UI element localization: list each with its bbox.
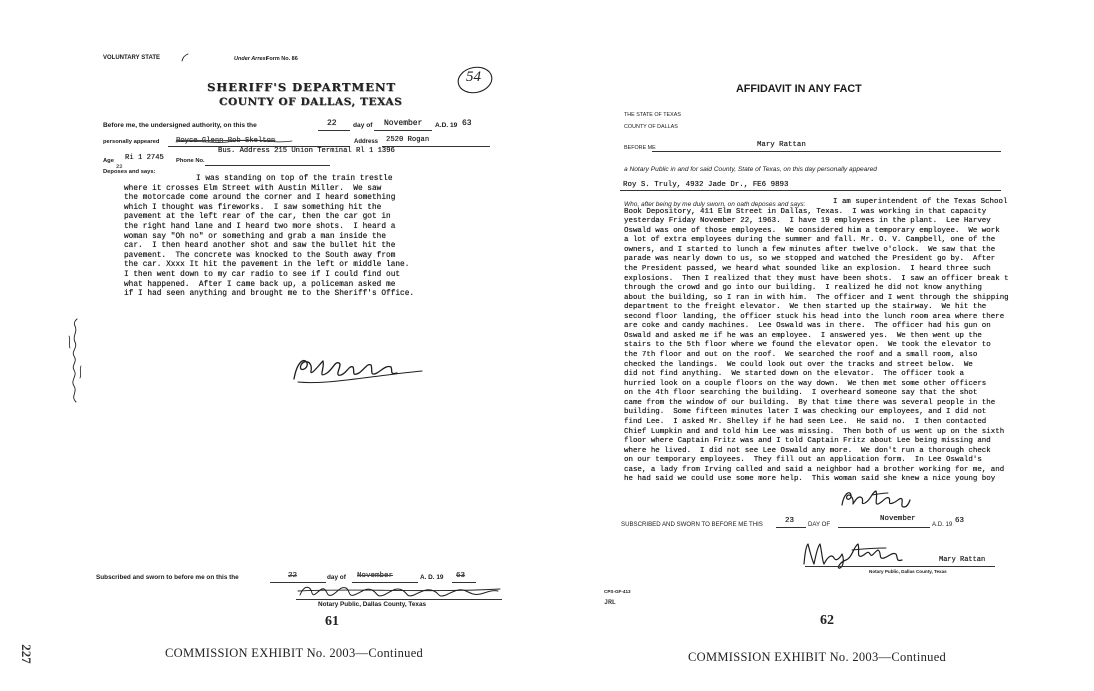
- initials: JRL: [604, 599, 616, 606]
- sub-month-value: November: [357, 572, 394, 580]
- phone-underline: [205, 165, 330, 166]
- ad-label: A.D. 19: [435, 122, 458, 129]
- affiant-underline: [620, 190, 1001, 191]
- voluntary-statement-label: VOLUNTARY STATE: [103, 55, 160, 61]
- statement-line: did not find anything. We started down on the elevator. The officer took a: [624, 370, 964, 379]
- statement-line: Book Depository, 411 Elm Street in Dallas, Texas. I was working in that capacity: [624, 207, 987, 216]
- statement-line: on our temporary employees. They fill out an application form. In Lee Oswald's: [624, 456, 982, 465]
- notary-name-value: Mary Rattan: [757, 141, 806, 149]
- statement-line: the motorcade come around the corner and I heard something: [124, 194, 396, 203]
- notary-line: [805, 566, 995, 567]
- deposes-label: Deposes and says:: [103, 169, 156, 175]
- before-me-text: Before me, the undersigned authority, on this the: [103, 122, 257, 129]
- circled-number: 54: [466, 69, 481, 85]
- year-value: 63: [462, 119, 472, 128]
- sheriff-title: SHERIFF'S DEPARTMENT: [207, 80, 396, 94]
- sub-month-underline: [838, 527, 930, 528]
- statement-line: I then went down to my car radio to see if I could find out: [124, 270, 401, 279]
- county-label: COUNTY OF DALLAS: [624, 124, 678, 130]
- address-value: 2520 Rogan: [386, 136, 430, 144]
- state-label: THE STATE OF TEXAS: [624, 112, 681, 118]
- gutter-page-label: 227: [18, 644, 34, 664]
- statement-line: the President passed, we heard what sounded like an explosion. I heard three such: [624, 264, 991, 273]
- exhibit-caption: COMMISSION EXHIBIT No. 2003—Continued: [688, 650, 947, 664]
- statement-body: [624, 208, 1009, 485]
- age-label: Age: [103, 158, 114, 164]
- sub-ad-label: A. D. 19: [420, 574, 444, 581]
- statement-line: about the building, so I ran in with him. The officer and I went through the shipping: [624, 293, 1009, 302]
- statement-line: building. Some fifteen minutes later I was checking our employees, and I did not: [624, 408, 987, 417]
- sub-day-of-label: day of: [327, 574, 346, 581]
- affiant-signature: [288, 354, 428, 386]
- statement-line: the right hand lane and I heard two more shots. I heard a: [124, 222, 396, 231]
- statement-line: Chief Lumpkin and and told him Lee was missing. Then both of us went up on the sixth: [624, 427, 1005, 436]
- address-label: Address: [354, 139, 379, 145]
- statement-line: where he lived. I did not see Lee Oswald any more. We don't run a thorough check: [624, 446, 991, 455]
- notary-typed-name: Mary Rattan: [939, 556, 986, 564]
- sub-day-underline: [776, 527, 806, 528]
- statement-line: pavement. The concrete was knocked to the South away from: [124, 251, 396, 260]
- statement-line: came from the window of our building. By that time there was several people in the: [624, 398, 996, 407]
- day-underline: [318, 130, 350, 131]
- month-value: November: [384, 119, 423, 128]
- notary-intro: a Notary Public in and for said County, State of Texas, on this day personally appeared: [624, 166, 877, 173]
- business-address: Bus. Address 215 Union Terminal Rl 1 1396: [218, 147, 395, 155]
- statement-line: floor where Captain Fritz was and I told Captain Fritz about Lee being missing and: [624, 437, 991, 446]
- year-value: 63: [955, 517, 964, 525]
- statement-line: are coke and candy machines. Lee Oswald was in there. The officer had his gun on: [624, 322, 991, 331]
- notary-caption: Notary Public, Dallas County, Texas: [318, 601, 427, 608]
- statement-line: explosions. Then I realized that they must have been shots. I saw an officer break t: [624, 274, 1009, 283]
- statement-line: second floor landing, the officer stuck his head into the lunch room area where there: [624, 312, 1005, 321]
- affiant-signature: [838, 487, 914, 511]
- statement-line: owners, and I started to lunch a few minutes after twelve o'clock. We saw that the: [624, 245, 996, 254]
- month-underline: [374, 130, 432, 131]
- under-arrest-label: Under Arrest: [234, 56, 268, 62]
- statement-line: case, a lady from Irving called and said a neighbor had a brother working for me, and: [624, 465, 1005, 474]
- county-title: COUNTY OF DALLAS, TEXAS: [219, 96, 403, 108]
- statement-line: parade was nearly down to us, so we stopped and watched the President go by. After: [624, 255, 996, 264]
- sub-day-value: 22: [288, 572, 298, 580]
- statement-line: Oswald and asked me if he was an employee. I answered yes. We then went up the: [624, 331, 982, 340]
- sub-year-value: 63: [456, 572, 466, 580]
- statement-line: car. I then heard another shot and saw the bullet hit the: [124, 242, 396, 251]
- before-me-label: BEFORE ME: [624, 145, 656, 151]
- statement-line: if I had seen anything and brought me to the Sheriff's Office.: [124, 290, 415, 299]
- statement-line: through the crowd and go into our building. I realized he did not know anything: [624, 284, 982, 293]
- statement-line: hurried look on a couple floors on the way down. We then met some other officers: [624, 379, 987, 388]
- page-number: 62: [820, 613, 834, 628]
- statement-line: the car. Xxxx It hit the pavement in the left or middle lane.: [124, 261, 410, 270]
- ad-label: A.D. 19: [932, 521, 953, 528]
- statement-line: where it crosses Elm Street with Austin Miller. We saw: [124, 184, 382, 193]
- statement-line: on the 4th floor searching the building. I overheard someone say that the shot: [624, 389, 978, 398]
- sworn-intro: Who, after being by me duly sworn, on oath deposes and says:: [624, 201, 806, 208]
- statement-line: woman say "Oh no" or something and grab a man inside the: [124, 232, 387, 241]
- notary-signature-struck: [296, 581, 502, 601]
- statement-line: I was standing on top of the train trestle: [196, 175, 393, 183]
- appeared-name-struck: Royce Glenn Rob Skelton: [176, 137, 276, 145]
- day-value: 22: [327, 119, 337, 128]
- statement-line: what happened. After I came back up, a policeman asked me: [124, 280, 396, 289]
- margin-handwriting: [62, 318, 86, 404]
- statement-first-line: I am superintendent of the Texas School: [833, 198, 1008, 206]
- statement-line: stairs to the 5th floor where we found the elevator open. We took the elevator to: [624, 341, 991, 350]
- age-value: 22: [116, 163, 123, 170]
- statement-line: which I thought was fireworks. I saw something hit the: [124, 203, 382, 212]
- statement-line: Oswald was one of those employees. We considered him a temporary employee. We work: [624, 226, 1000, 235]
- phone-value: Ri 1 2745: [125, 154, 164, 162]
- notary-caption: Notary Public, Dallas County, Texas: [869, 569, 947, 574]
- subscribed-text: Subscribed and sworn to before me on this the: [96, 574, 239, 581]
- affidavit-title: AFFIDAVIT IN ANY FACT: [736, 83, 862, 95]
- phone-label: Phone No.: [176, 158, 205, 164]
- notary-line: [296, 599, 502, 600]
- address-underline: [382, 146, 490, 147]
- page-number: 61: [325, 614, 339, 629]
- day-of-label: DAY OF: [808, 521, 831, 528]
- sub-month-value: November: [880, 515, 916, 523]
- sub-day-value: 23: [785, 517, 794, 525]
- day-of-label: day of: [353, 122, 373, 129]
- statement-line: a lot of extra employees during the summer and fall. Mr. O. V. Campbell, one of the: [624, 236, 996, 245]
- statement-line: pavement at the left rear of the car, then the car got in: [124, 213, 391, 222]
- before-me-underline: [652, 151, 1001, 152]
- statement-line: the 7th floor and out on the roof. We searched the roof and a small room, also: [624, 351, 978, 360]
- statement-line: checked the landings. We could look out over the tracks and street below. We: [624, 360, 973, 369]
- affiant-value: Roy S. Truly, 4932 Jade Dr., FE6 9893: [623, 181, 789, 189]
- subscribed-text: SUBSCRIBED AND SWORN TO BEFORE ME THIS: [621, 521, 763, 528]
- pen-mark-icon: [180, 53, 190, 63]
- form-code: CPS-GF-413: [604, 589, 631, 594]
- statement-line: yesterday Friday November 22, 1963. I have 19 employees in the plant. Lee Harvey: [624, 217, 991, 226]
- personally-appeared-label: personally appeared: [103, 139, 160, 145]
- exhibit-caption: COMMISSION EXHIBIT No. 2003—Continued: [165, 646, 424, 660]
- statement-body: [124, 175, 414, 300]
- statement-line: find Lee. I asked Mr. Shelley if he had seen Lee. He said no. I then contacted: [624, 417, 987, 426]
- statement-line: he had said we could use some more help. This woman said she knew a nice young boy: [624, 475, 996, 484]
- form-number-label: Form No. 86: [266, 56, 298, 62]
- statement-line: department to the freight elevator. We then started up the stairway. We hit the: [624, 303, 987, 312]
